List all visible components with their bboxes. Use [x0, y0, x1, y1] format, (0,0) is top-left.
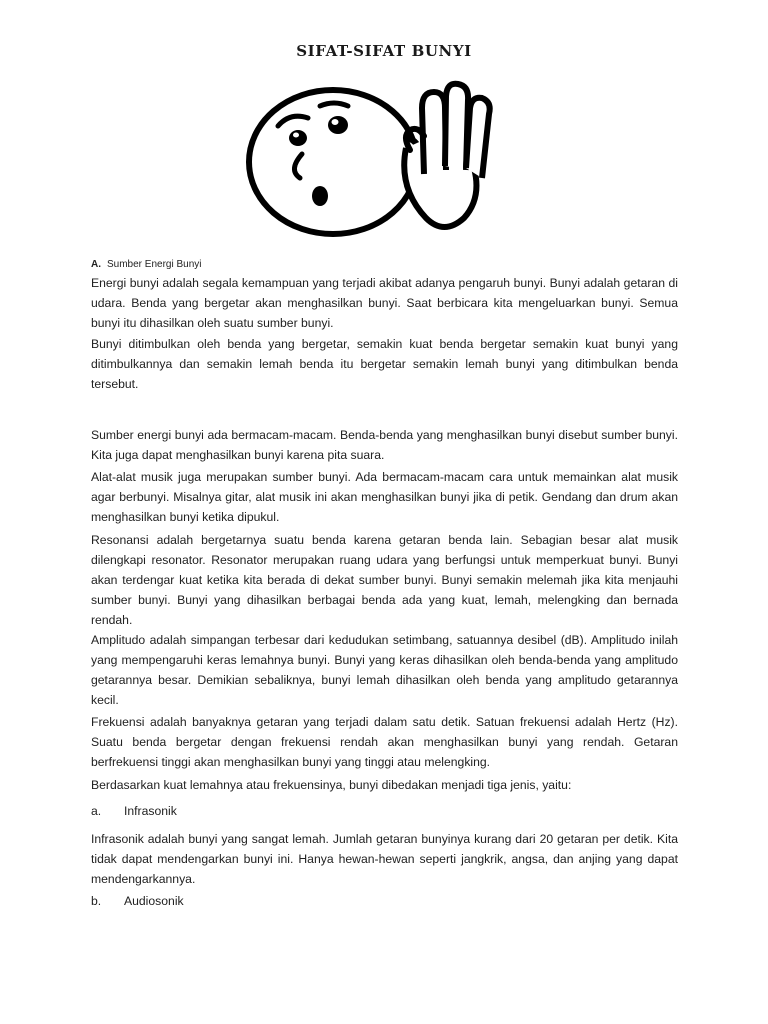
- paragraph-energi-bunyi: Energi bunyi adalah segala kemampuan yang terjadi akibat adanya pengaruh bunyi. Bunyi adalah getaran di udara. Benda yang bergetar akan menghasilkan bunyi. Saat berbicara kita mengeluarkan bunyi. Semua bunyi itu dihasilkan oleh suatu sumber bunyi.: [91, 276, 678, 330]
- paragraph-alat-musik: Alat-alat musik juga merupakan sumber bunyi. Ada bermacam-macam cara untuk memainkan alat musik agar berbunyi. Misalnya gitar, alat musik ini akan menghasilkan bunyi jika di petik. Gendang dan drum akan menghasilkan bunyi ketika dipukul.: [91, 470, 678, 524]
- paragraph-amplitudo: Amplitudo adalah simpangan terbesar dari kedudukan setimbang, satuannya desibel (dB). Amplitudo inilah yang mempengaruhi keras lemahnya bunyi. Bunyi yang keras dihasilkan oleh benda-benda yang amplitudo getarannya besar. Demikian sebaliknya, bunyi lemah dihasilkan oleh benda yang amplitudo getarannya kecil.: [91, 633, 678, 707]
- section-marker: A.: [91, 259, 101, 270]
- section-heading: [91, 259, 202, 270]
- list-label: Audiosonik: [124, 894, 184, 908]
- list-label: Infrasonik: [124, 804, 177, 818]
- paragraph-bunyi-ditimbulkan: Bunyi ditimbulkan oleh benda yang bergetar, semakin kuat benda bergetar semakin kuat bunyi yang ditimbulkannya dan semakin lemah benda itu bergetar semakin lemah bunyi yang ditimbulkan benda tersebut.: [91, 337, 678, 391]
- section-heading-text: Sumber Energi Bunyi: [107, 259, 202, 270]
- list-item-audiosonik: [91, 891, 184, 911]
- paragraph-sumber-energi: Sumber energi bunyi ada bermacam-macam. Benda-benda yang menghasilkan bunyi disebut sumber bunyi. Kita juga dapat menghasilkan bunyi karena pita suara.: [91, 428, 678, 462]
- paragraph-resonansi: Resonansi adalah bergetarnya suatu benda karena getaran benda lain. Sebagian besar alat musik dilengkapi resonator. Resonator merupakan ruang udara yang berfungsi untuk memperkuat bunyi. Bunyi akan terdengar kuat ketika kita berada di dekat sumber bunyi. Bunyi semakin melemah jika kita menjauhi sumber bunyi. Bunyi yang dihasilkan berbagai benda ada yang kuat, lemah, melengking dan bernada rendah.: [91, 533, 678, 627]
- paragraph-infrasonik: Infrasonik adalah bunyi yang sangat lemah. Jumlah getaran bunyinya kurang dari 20 getaran per detik. Kita tidak dapat mendengarkan bunyi ini. Hanya hewan-hewan seperti jangkrik, angsa, dan anjing yang dapat mendengarkannya.: [91, 832, 678, 886]
- page-title: SIFAT-SIFAT BUNYI: [296, 42, 472, 60]
- list-marker: b.: [91, 894, 102, 908]
- face-listening-icon: [238, 78, 500, 238]
- list-marker: a.: [91, 804, 102, 818]
- list-item-infrasonik: [91, 801, 177, 821]
- paragraph-jenis-bunyi: Berdasarkan kuat lemahnya atau frekuensinya, bunyi dibedakan menjadi tiga jenis, yaitu:: [91, 778, 572, 792]
- paragraph-frekuensi: Frekuensi adalah banyaknya getaran yang terjadi dalam satu detik. Satuan frekuensi adalah Hertz (Hz). Suatu benda bergetar dengan frekuensi rendah akan menghasilkan bunyi yang rendah. Getaran berfrekuensi tinggi akan menghasilkan bunyi yang tinggi atau melengking.: [91, 715, 678, 769]
